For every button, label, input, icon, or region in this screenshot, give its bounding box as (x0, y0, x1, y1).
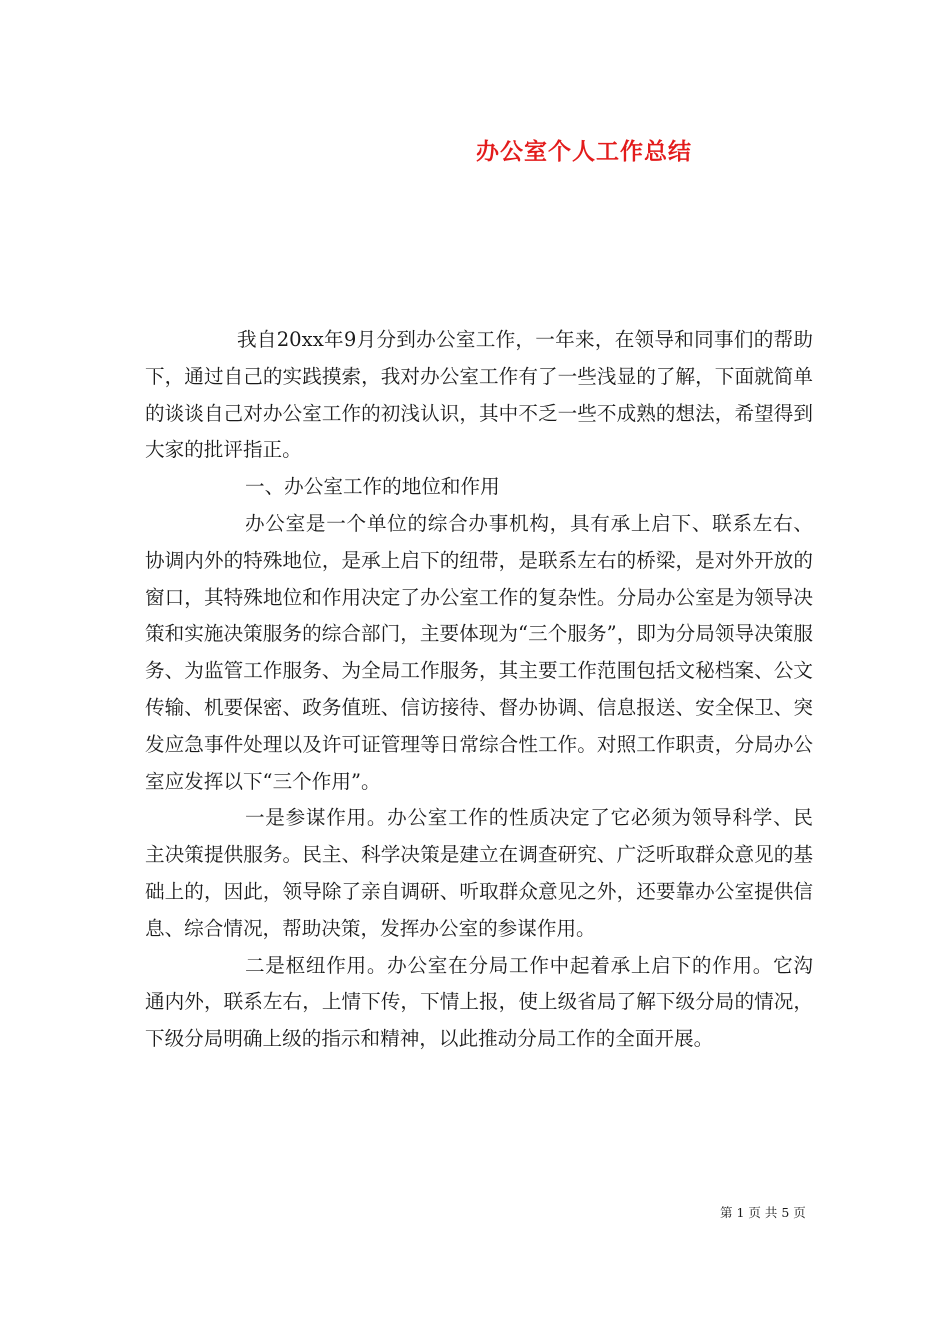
section-heading-1: 一、办公室工作的地位和作用 (245, 475, 500, 499)
document-body (145, 322, 813, 1058)
page-number: 第 1 页 共 5 页 (720, 1205, 806, 1220)
paragraph-hub-role: 二是枢纽作用。办公室在分局工作中起着承上启下的作用。它沟通内外，联系左右，上情下传，下情上报，使上级省局了解下级分局的情况，下级分局明确上级的指示和精神，以此推动分局工作的全面开展。 (145, 953, 813, 1051)
paragraph-intro: 我自20xx年9月分到办公室工作，一年来，在领导和同事们的帮助下，通过自己的实践摸索，我对办公室工作有了一些浅显的了解，下面就简单的谈谈自己对办公室工作的初浅认识，其中不乏一些不成熟的想法，希望得到大家的批评指正。 (145, 328, 813, 462)
paragraph-office-role: 办公室是一个单位的综合办事机构，具有承上启下、联系左右、协调内外的特殊地位，是承上启下的纽带，是联系左右的桥梁，是对外开放的窗口，其特殊地位和作用决定了办公室工作的复杂性。分局办公室是为领导决策和实施决策服务的综合部门，主要体现为“三个服务”，即为分局领导决策服务、为监管工作服务、为全局工作服务，其主要工作范围包括文秘档案、公文传输、机要保密、政务值班、信访接待、督办协调、信息报送、安全保卫、突发应急事件处理以及许可证管理等日常综合性工作。对照工作职责，分局办公室应发挥以下“三个作用”。 (145, 511, 813, 793)
document-title: 办公室个人工作总结 (476, 138, 692, 165)
paragraph-advisory-role: 一是参谋作用。办公室工作的性质决定了它必须为领导科学、民主决策提供服务。民主、科学决策是建立在调查研究、广泛听取群众意见的基础上的，因此，领导除了亲自调研、听取群众意见之外，还要靠办公室提供信息、综合情况，帮助决策，发挥办公室的参谋作用。 (145, 806, 813, 940)
